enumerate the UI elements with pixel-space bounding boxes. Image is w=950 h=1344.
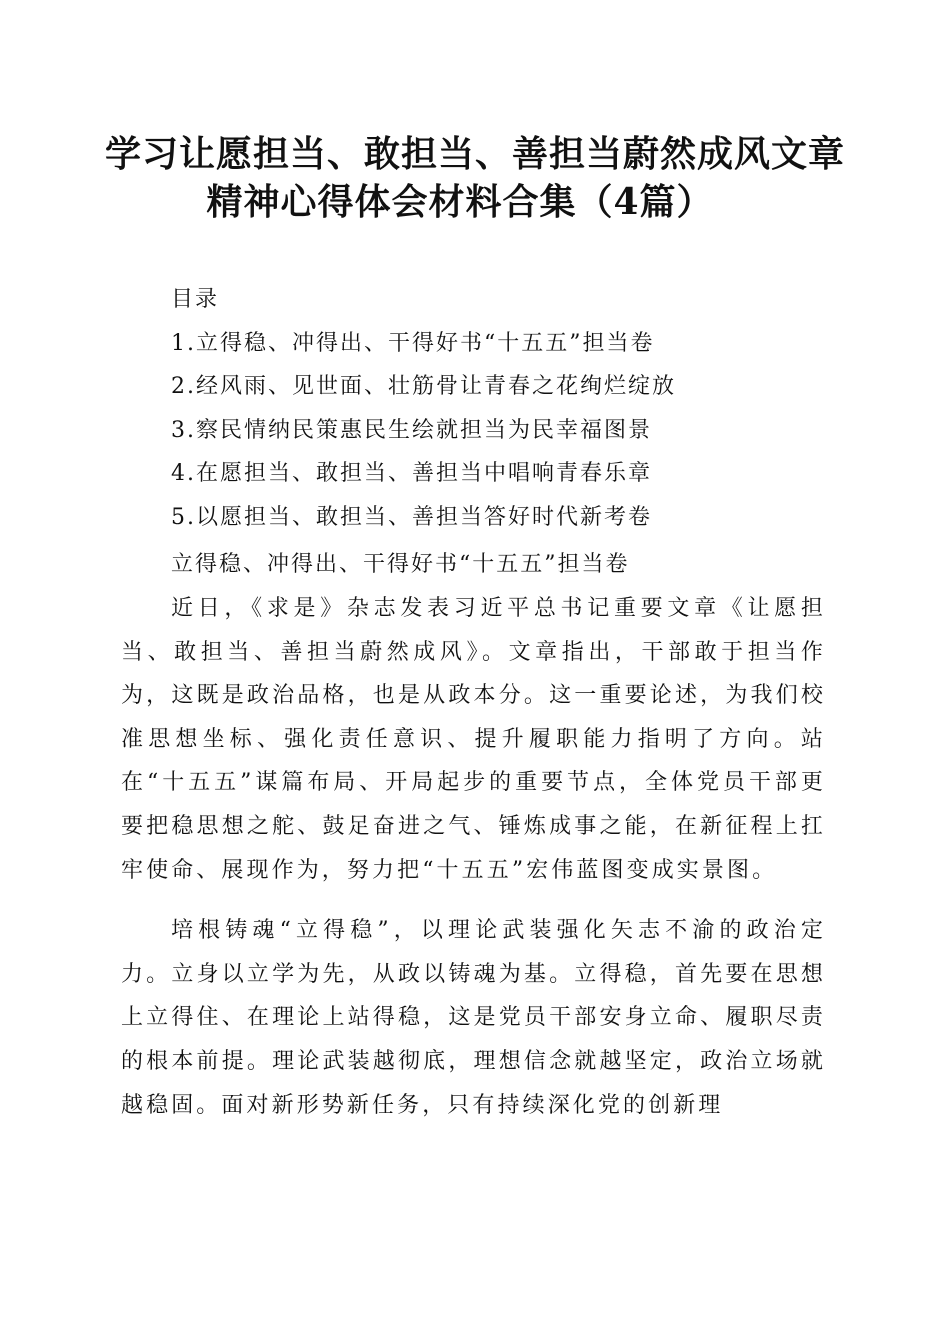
paragraph: 培根铸魂“立得稳”，以理论武装强化矢志不渝的政治定力。立身以立学为先，从政以铸魂为基。立得稳，首先要在思想上立得住、在理论上站得稳，这是党员干部安身立命、履职尽责的根本前提。理论武装越彻底，理想信念就越坚定，政治立场就越稳固。面对新形势新任务，只有持续深化党的创新理 (121, 918, 826, 1118)
document-title (0, 132, 950, 224)
toc-heading: 目录 (171, 287, 220, 312)
toc-item: 5.以愿担当、敢担当、善担当答好时代新考卷 (171, 504, 652, 530)
paragraph: 近日，《求是》杂志发表习近平总书记重要文章《让愿担当、敢担当、善担当蔚然成风》。文章指出，干部敢于担当作为，这既是政治品格，也是从政本分。这一重要论述，为我们校准思想坐标、强化责任意识、提升履职能力指明了方向。站在“十五五”谋篇布局、开局起步的重要节点，全体党员干部更要把稳思想之舵、鼓足奋进之气、锤炼成事之能，在新征程上扛牢使命、展现作为，努力把“十五五”宏伟蓝图变成实景图。 (121, 596, 826, 883)
toc-item: 1.立得稳、冲得出、干得好书“十五五”担当卷 (171, 330, 655, 356)
toc-item: 4.在愿担当、敢担当、善担当中唱响青春乐章 (171, 461, 652, 486)
table-of-contents (171, 278, 851, 539)
title-line-2: 精神心得体会材料合集（4篇） (206, 181, 714, 223)
section-title: 立得稳、冲得出、干得好书“十五五”担当卷 (171, 552, 630, 577)
article-body (121, 587, 826, 1144)
toc-item: 2.经风雨、见世面、壮筋骨让青春之花绚烂绽放 (171, 374, 676, 399)
title-line-1: 学习让愿担当、敢担当、善担当蔚然成风文章 (104, 133, 845, 175)
toc-item: 3.察民情纳民策惠民生绘就担当为民幸福图景 (171, 417, 652, 443)
